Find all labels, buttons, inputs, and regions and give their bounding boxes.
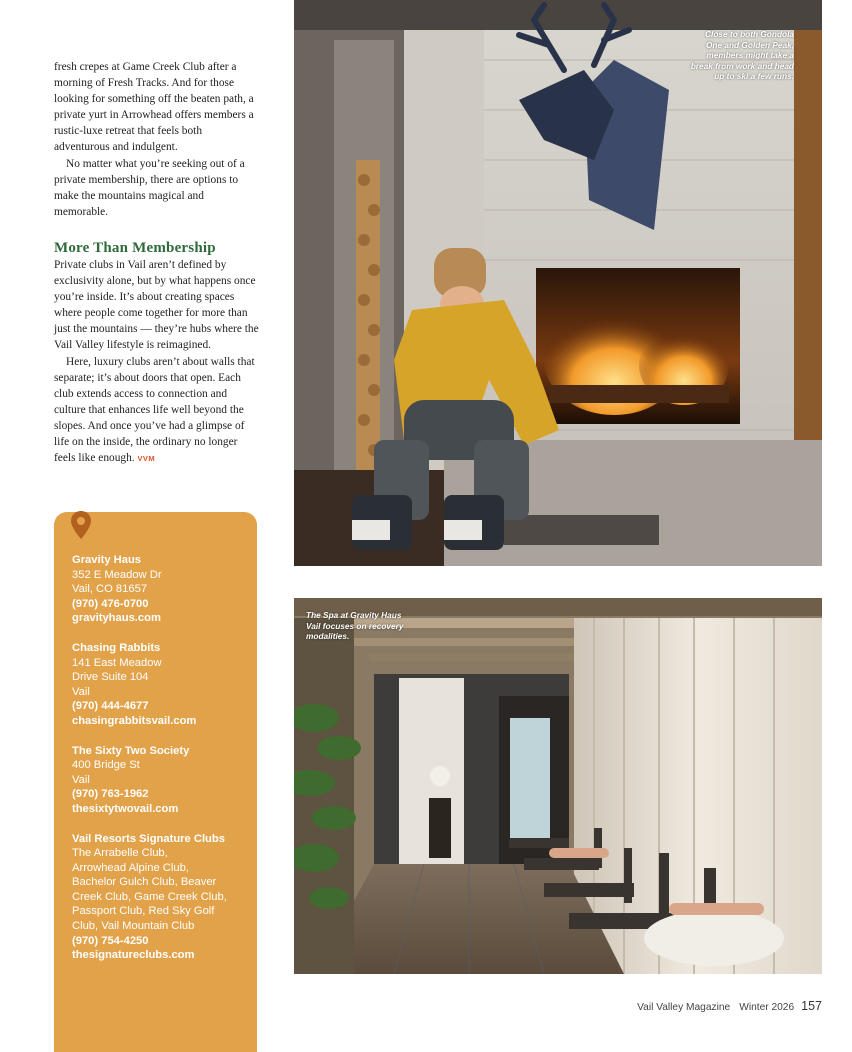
article-paragraph: Private clubs in Vail aren’t defined by exclusivity alone, but by what happens once you’re inside. It’s about creating spaces where people come together for more than just the mountains — they’re hubs where the Vail Valley lifestyle is reimagined. bbox=[54, 258, 259, 352]
club-entry bbox=[72, 553, 252, 626]
club-entry bbox=[72, 641, 252, 729]
club-directory-sidebar bbox=[54, 512, 257, 1052]
club-address-line: Arrowhead Alpine Club, bbox=[72, 861, 189, 874]
spa-scene bbox=[294, 598, 822, 974]
map-pin-icon bbox=[70, 510, 92, 540]
club-address-line: 141 East Meadow bbox=[72, 656, 162, 669]
club-address-line: The Arrabelle Club, bbox=[72, 847, 168, 860]
club-phone: (970) 444-4677 bbox=[72, 700, 149, 713]
article-column bbox=[54, 59, 260, 467]
signoff-mark: VVM bbox=[137, 454, 155, 464]
club-address-line: Vail bbox=[72, 773, 90, 786]
article-paragraph bbox=[54, 354, 260, 468]
photo-caption-bottom: The Spa at Gravity Haus Vail focuses on recovery modalities. bbox=[306, 610, 404, 642]
fireplace-scene bbox=[294, 0, 822, 566]
club-name: Chasing Rabbits bbox=[72, 641, 161, 654]
club-address-line: 400 Bridge St bbox=[72, 759, 140, 772]
article-paragraph: fresh crepes at Game Creek Club after a morning of Fresh Tracks. And for those looking for something off the beaten path, a private yurt in Arrowhead offers members a rustic-luxe retreat that feels both adventurous and indulgent. bbox=[54, 61, 254, 154]
club-website: chasingrabbitsvail.com bbox=[72, 714, 197, 727]
club-address-line: Vail bbox=[72, 685, 90, 698]
photo-spa-corridor bbox=[294, 598, 822, 974]
club-name: Gravity Haus bbox=[72, 554, 142, 566]
page-number: 157 bbox=[801, 999, 822, 1013]
section-heading: More Than Membership bbox=[54, 239, 216, 256]
club-address-line: Club, Vail Mountain Club bbox=[72, 920, 195, 933]
club-address-line: Vail, CO 81657 bbox=[72, 583, 148, 596]
photo-caption-top: Close to both Gondola One and Golden Peak, members might take a break from work and head up to ski a few runs. bbox=[690, 29, 794, 82]
club-website: thesixtytwovail.com bbox=[72, 802, 179, 815]
issue-label: Winter 2026 bbox=[739, 1002, 795, 1013]
page-footer bbox=[637, 999, 822, 1013]
club-phone: (970) 754-4250 bbox=[72, 934, 149, 947]
photo-fireplace-lounge bbox=[294, 0, 822, 566]
club-phone: (970) 476-0700 bbox=[72, 597, 149, 610]
article-paragraph: No matter what you’re seeking out of a private membership, there are options to make the mountains magical and memorable. bbox=[54, 157, 245, 218]
club-list bbox=[72, 553, 252, 978]
club-address-line: 352 E Meadow Dr bbox=[72, 568, 162, 581]
club-entry bbox=[72, 832, 252, 963]
club-website: thesignatureclubs.com bbox=[72, 949, 195, 962]
club-address-line: Passport Club, Red Sky Golf bbox=[72, 905, 215, 918]
article-paragraph-text: Here, luxury clubs aren’t about walls that separate; it’s about doors that open. Each club extends access to connection and culture that enhances life well beyond the slopes. And once you’ve had a glimpse of life on the inside, the ordinary no longer feels like enough. bbox=[54, 355, 255, 465]
club-address-line: Drive Suite 104 bbox=[72, 671, 149, 684]
club-name: Vail Resorts Signature Clubs bbox=[72, 832, 225, 845]
club-address-line: Creek Club, Game Creek Club, bbox=[72, 890, 227, 903]
club-name: The Sixty Two Society bbox=[72, 744, 190, 757]
club-website: gravityhaus.com bbox=[72, 612, 161, 625]
club-phone: (970) 763-1962 bbox=[72, 788, 149, 801]
club-address-line: Bachelor Gulch Club, Beaver bbox=[72, 876, 217, 889]
magazine-name: Vail Valley Magazine bbox=[637, 1002, 731, 1013]
club-entry bbox=[72, 744, 252, 817]
